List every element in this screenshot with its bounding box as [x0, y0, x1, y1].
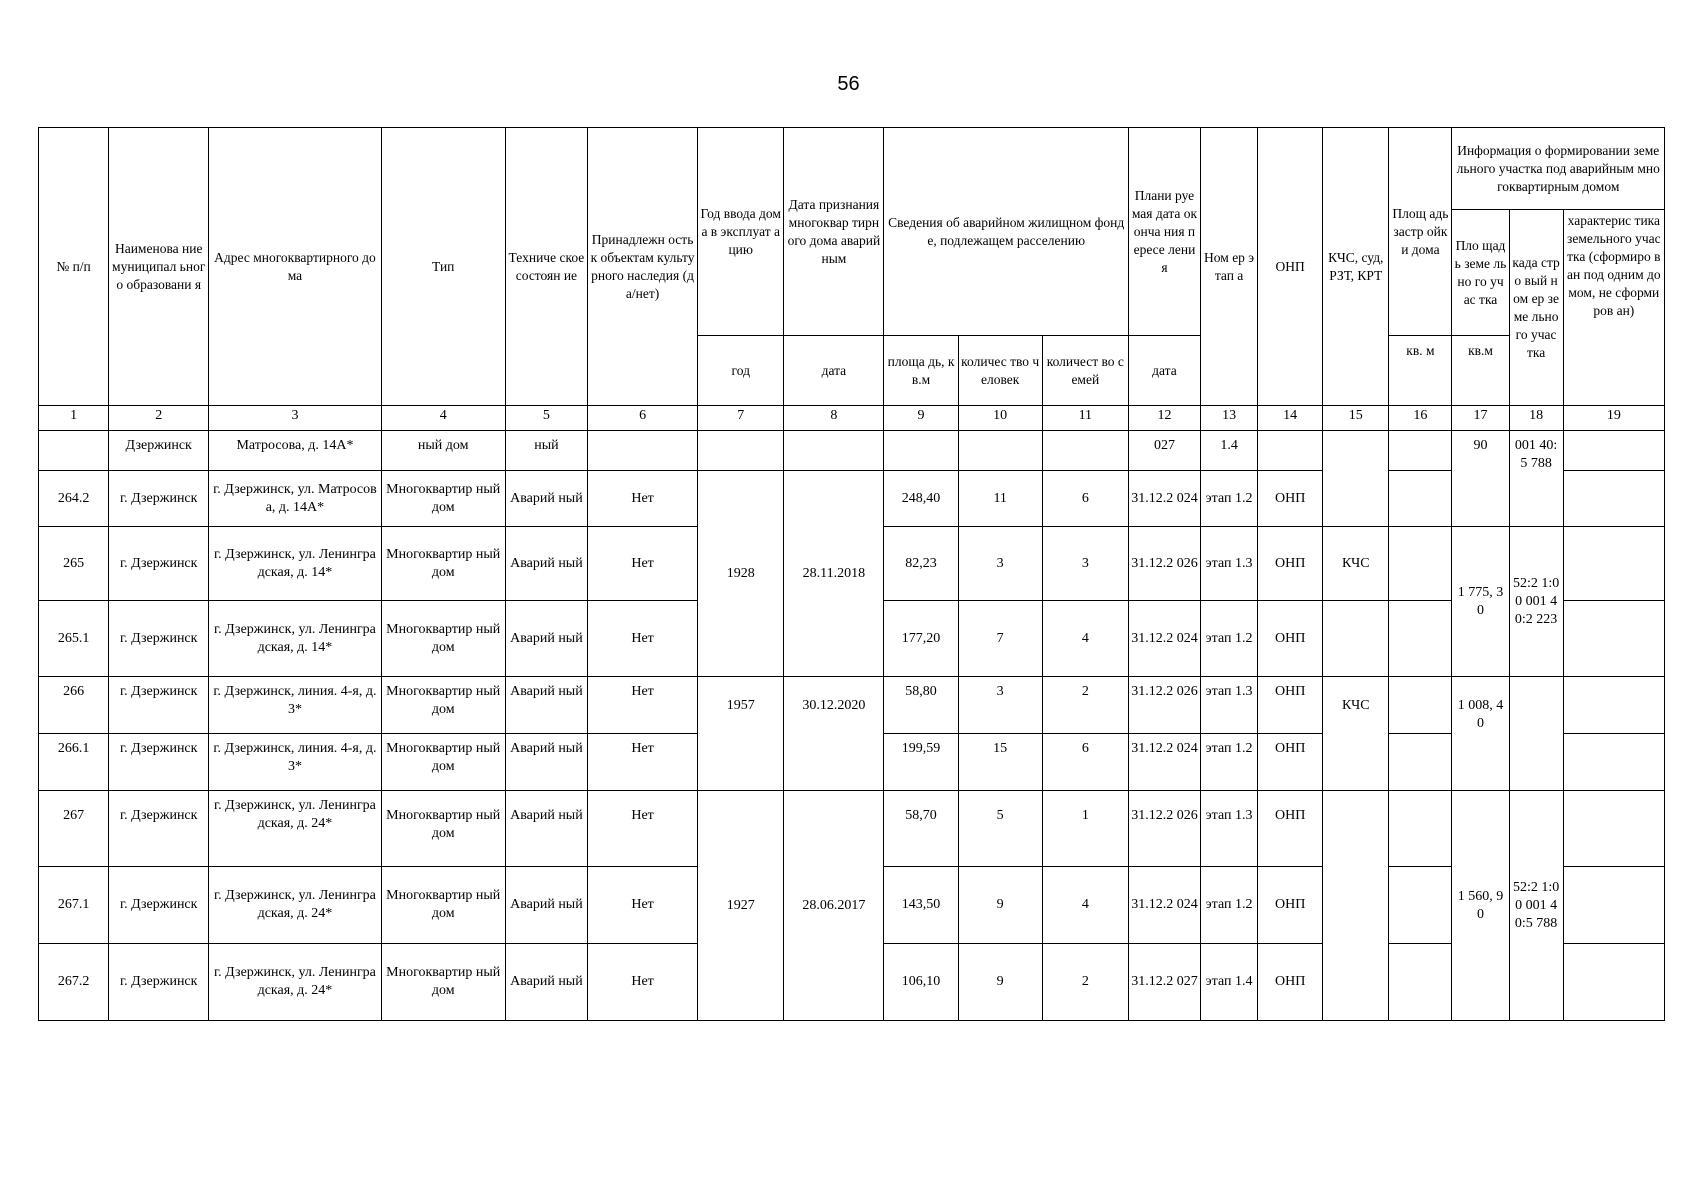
address-cell: г. Дзержинск, ул. Ленинградская, д. 14*	[209, 601, 381, 677]
column-number: 1	[39, 406, 109, 431]
column-number: 14	[1258, 406, 1323, 431]
area-cell: 106,10	[884, 944, 958, 1021]
land-characteristic-cell	[1563, 867, 1664, 944]
people-cell: 11	[958, 471, 1042, 527]
onp-cell: ОНП	[1258, 601, 1323, 677]
header-land-area: Пло щадь земе льно го учас тка	[1452, 210, 1509, 336]
condition-cell: ный	[505, 431, 587, 471]
area-cell: 199,59	[884, 734, 958, 791]
emergency-date-cell: 28.06.2017	[784, 791, 884, 1021]
stage-cell: этап 1.2	[1201, 734, 1258, 791]
planned-date-cell: 31.12.2 024	[1128, 867, 1200, 944]
row-number-cell: 267.2	[39, 944, 109, 1021]
municipality-cell: г. Дзержинск	[109, 867, 209, 944]
municipality-cell: г. Дзержинск	[109, 734, 209, 791]
land-characteristic-cell	[1563, 734, 1664, 791]
people-cell: 3	[958, 527, 1042, 601]
cadastral-cell: 52:2 1:00 001 40:5 788	[1509, 791, 1563, 1021]
type-cell: Многоквартир ный дом	[381, 791, 505, 867]
address-cell: г. Дзержинск, ул. Ленинградская, д. 24*	[209, 791, 381, 867]
address-cell: г. Дзержинск, линия. 4-я, д. 3*	[209, 734, 381, 791]
column-number: 17	[1452, 406, 1509, 431]
land-characteristic-cell	[1563, 431, 1664, 471]
header-cadastral-number: када стро вый ном ер земе льно го учас тка	[1509, 210, 1563, 406]
municipality-cell: г. Дзержинск	[109, 791, 209, 867]
families-cell: 3	[1042, 527, 1128, 601]
column-number: 2	[109, 406, 209, 431]
kchs-cell	[1323, 601, 1389, 677]
type-cell: Многоквартир ный дом	[381, 471, 505, 527]
row-number-cell: 265.1	[39, 601, 109, 677]
heritage-cell: Нет	[587, 527, 697, 601]
built-area-cell	[1389, 527, 1452, 601]
people-cell	[958, 431, 1042, 471]
year-cell: 1927	[698, 791, 784, 1021]
condition-cell: Аварий ный	[505, 471, 587, 527]
stage-cell: этап 1.2	[1201, 867, 1258, 944]
header-families: количест во семей	[1042, 336, 1128, 406]
type-cell: Многоквартир ный дом	[381, 944, 505, 1021]
column-number: 8	[784, 406, 884, 431]
onp-cell: ОНП	[1258, 944, 1323, 1021]
header-planned-date-sub: дата	[1128, 336, 1200, 406]
header-onp: ОНП	[1258, 128, 1323, 406]
column-number: 19	[1563, 406, 1664, 431]
header-emergency-date: Дата признания многоквар тирного дома аварийным	[784, 128, 884, 336]
land-area-cell: 1 560, 90	[1452, 791, 1509, 1021]
type-cell: ный дом	[381, 431, 505, 471]
header-land-plot-info: Информация о формировании земельного участка под аварийным многоквартирным домом	[1452, 128, 1665, 210]
land-characteristic-cell	[1563, 944, 1664, 1021]
area-cell: 177,20	[884, 601, 958, 677]
built-area-cell	[1389, 601, 1452, 677]
header-type: Тип	[381, 128, 505, 406]
header-address: Адрес многоквартирного дома	[209, 128, 381, 406]
planned-date-cell: 31.12.2 026	[1128, 527, 1200, 601]
families-cell: 1	[1042, 791, 1128, 867]
type-cell: Многоквартир ный дом	[381, 677, 505, 734]
address-cell: Матросова, д. 14А*	[209, 431, 381, 471]
table-cell	[39, 431, 109, 471]
column-number: 9	[884, 406, 958, 431]
header-land-characteristic: характерис тика земельного участка (сформиро ван под одним домом, не сформиров ан)	[1563, 210, 1664, 406]
heritage-cell	[587, 431, 697, 471]
planned-date-cell: 31.12.2 027	[1128, 944, 1200, 1021]
cadastral-cell	[1509, 677, 1563, 791]
planned-date-cell: 027	[1128, 431, 1200, 471]
onp-cell: ОНП	[1258, 867, 1323, 944]
address-cell: г. Дзержинск, ул. Ленинградская, д. 14*	[209, 527, 381, 601]
land-area-cell: 1 008, 40	[1452, 677, 1509, 791]
header-condition: Техниче ское состоян ие	[505, 128, 587, 406]
header-stage: Ном ер этап а	[1201, 128, 1258, 406]
heritage-cell: Нет	[587, 791, 697, 867]
people-cell: 5	[958, 791, 1042, 867]
people-cell: 15	[958, 734, 1042, 791]
column-number: 7	[698, 406, 784, 431]
area-cell: 82,23	[884, 527, 958, 601]
cadastral-cell: 52:2 1:00 001 40:2 223	[1509, 527, 1563, 677]
land-characteristic-cell	[1563, 471, 1664, 527]
built-area-cell	[1389, 431, 1452, 471]
header-resettlement-info: Сведения об аварийном жилищном фонде, подлежащем расселению	[884, 128, 1128, 336]
area-cell	[884, 431, 958, 471]
heritage-cell: Нет	[587, 944, 697, 1021]
built-area-cell	[1389, 677, 1452, 734]
type-cell: Многоквартир ный дом	[381, 527, 505, 601]
built-area-cell	[1389, 867, 1452, 944]
cadastral-cell: 001 40:5 788	[1509, 431, 1563, 527]
municipality-cell: г. Дзержинск	[109, 601, 209, 677]
header-built-area: Площ адь застр ойки дома	[1389, 128, 1452, 336]
land-area-cell: 1 775, 30	[1452, 527, 1509, 677]
address-cell: г. Дзержинск, ул. Матросова, д. 14А*	[209, 471, 381, 527]
area-cell: 248,40	[884, 471, 958, 527]
page-number: 56	[837, 73, 860, 95]
header-municipality: Наименова ние муниципал ьного образовани я	[109, 128, 209, 406]
year-cell: 1957	[698, 677, 784, 791]
year-cell: 1928	[698, 471, 784, 677]
stage-cell: этап 1.2	[1201, 601, 1258, 677]
column-number: 3	[209, 406, 381, 431]
built-area-cell	[1389, 734, 1452, 791]
condition-cell: Аварий ный	[505, 677, 587, 734]
header-planned-date: Плани руемая дата оконча ния пересе ления	[1128, 128, 1200, 336]
emergency-date-cell	[784, 431, 884, 471]
kchs-cell: КЧС	[1323, 677, 1389, 791]
onp-cell: ОНП	[1258, 734, 1323, 791]
header-row-number: № п/п	[39, 128, 109, 406]
column-number: 11	[1042, 406, 1128, 431]
municipality-cell: г. Дзержинск	[109, 944, 209, 1021]
kchs-cell	[1323, 791, 1389, 1021]
area-cell: 143,50	[884, 867, 958, 944]
condition-cell: Аварий ный	[505, 867, 587, 944]
row-number-cell: 266	[39, 677, 109, 734]
header-kchs: КЧС, суд, РЗТ, КРТ	[1323, 128, 1389, 406]
heritage-cell: Нет	[587, 734, 697, 791]
onp-cell	[1258, 431, 1323, 471]
address-cell: г. Дзержинск, ул. Ленинградская, д. 24*	[209, 944, 381, 1021]
column-number: 12	[1128, 406, 1200, 431]
column-number: 4	[381, 406, 505, 431]
stage-cell: этап 1.3	[1201, 791, 1258, 867]
condition-cell: Аварий ный	[505, 601, 587, 677]
planned-date-cell: 31.12.2 024	[1128, 601, 1200, 677]
onp-cell: ОНП	[1258, 677, 1323, 734]
municipality-cell: г. Дзержинск	[109, 677, 209, 734]
families-cell: 2	[1042, 677, 1128, 734]
stage-cell: этап 1.3	[1201, 677, 1258, 734]
families-cell: 4	[1042, 601, 1128, 677]
header-year-sub: год	[698, 336, 784, 406]
stage-cell: 1.4	[1201, 431, 1258, 471]
heritage-cell: Нет	[587, 471, 697, 527]
condition-cell: Аварий ный	[505, 944, 587, 1021]
heritage-cell: Нет	[587, 677, 697, 734]
type-cell: Многоквартир ный дом	[381, 601, 505, 677]
families-cell: 6	[1042, 734, 1128, 791]
planned-date-cell: 31.12.2 024	[1128, 471, 1200, 527]
column-number: 5	[505, 406, 587, 431]
municipality-cell: г. Дзержинск	[109, 471, 209, 527]
heritage-cell: Нет	[587, 867, 697, 944]
stage-cell: этап 1.2	[1201, 471, 1258, 527]
families-cell	[1042, 431, 1128, 471]
planned-date-cell: 31.12.2 024	[1128, 734, 1200, 791]
land-characteristic-cell	[1563, 601, 1664, 677]
column-number: 18	[1509, 406, 1563, 431]
type-cell: Многоквартир ный дом	[381, 734, 505, 791]
row-number-cell: 264.2	[39, 471, 109, 527]
families-cell: 4	[1042, 867, 1128, 944]
heritage-cell: Нет	[587, 601, 697, 677]
emergency-date-cell: 30.12.2020	[784, 677, 884, 791]
row-number-cell: 265	[39, 527, 109, 601]
area-cell: 58,80	[884, 677, 958, 734]
address-cell: г. Дзержинск, линия. 4-я, д. 3*	[209, 677, 381, 734]
emergency-date-cell: 28.11.2018	[784, 471, 884, 677]
header-land-area-unit: кв.м	[1452, 336, 1509, 406]
planned-date-cell: 31.12.2 026	[1128, 677, 1200, 734]
address-cell: г. Дзержинск, ул. Ленинградская, д. 24*	[209, 867, 381, 944]
header-heritage: Принадлежн ость к объектам культурного наследия (да/нет)	[587, 128, 697, 406]
condition-cell: Аварий ный	[505, 734, 587, 791]
stage-cell: этап 1.3	[1201, 527, 1258, 601]
land-characteristic-cell	[1563, 791, 1664, 867]
people-cell: 3	[958, 677, 1042, 734]
municipality-cell: Дзержинск	[109, 431, 209, 471]
condition-cell: Аварий ный	[505, 791, 587, 867]
type-cell: Многоквартир ный дом	[381, 867, 505, 944]
people-cell: 9	[958, 944, 1042, 1021]
column-number: 10	[958, 406, 1042, 431]
row-number-cell: 267.1	[39, 867, 109, 944]
onp-cell: ОНП	[1258, 471, 1323, 527]
row-number-cell: 267	[39, 791, 109, 867]
kchs-cell: КЧС	[1323, 527, 1389, 601]
land-area-cell: 90	[1452, 431, 1509, 527]
built-area-cell	[1389, 471, 1452, 527]
area-cell: 58,70	[884, 791, 958, 867]
condition-cell: Аварий ный	[505, 527, 587, 601]
column-number: 13	[1201, 406, 1258, 431]
header-area: площа дь, кв.м	[884, 336, 958, 406]
families-cell: 6	[1042, 471, 1128, 527]
header-date-sub: дата	[784, 336, 884, 406]
header-commission-year: Год ввода дома в эксплуат ацию	[698, 128, 784, 336]
built-area-cell	[1389, 944, 1452, 1021]
kchs-cell	[1323, 431, 1389, 527]
people-cell: 7	[958, 601, 1042, 677]
header-people: количес тво человек	[958, 336, 1042, 406]
onp-cell: ОНП	[1258, 527, 1323, 601]
families-cell: 2	[1042, 944, 1128, 1021]
year-cell	[698, 431, 784, 471]
land-characteristic-cell	[1563, 677, 1664, 734]
emergency-housing-table	[38, 127, 1665, 1021]
column-number: 15	[1323, 406, 1389, 431]
onp-cell: ОНП	[1258, 791, 1323, 867]
built-area-cell	[1389, 791, 1452, 867]
stage-cell: этап 1.4	[1201, 944, 1258, 1021]
planned-date-cell: 31.12.2 026	[1128, 791, 1200, 867]
municipality-cell: г. Дзержинск	[109, 527, 209, 601]
row-number-cell: 266.1	[39, 734, 109, 791]
column-number: 16	[1389, 406, 1452, 431]
header-built-area-unit: кв. м	[1389, 336, 1452, 406]
people-cell: 9	[958, 867, 1042, 944]
land-characteristic-cell	[1563, 527, 1664, 601]
column-number: 6	[587, 406, 697, 431]
